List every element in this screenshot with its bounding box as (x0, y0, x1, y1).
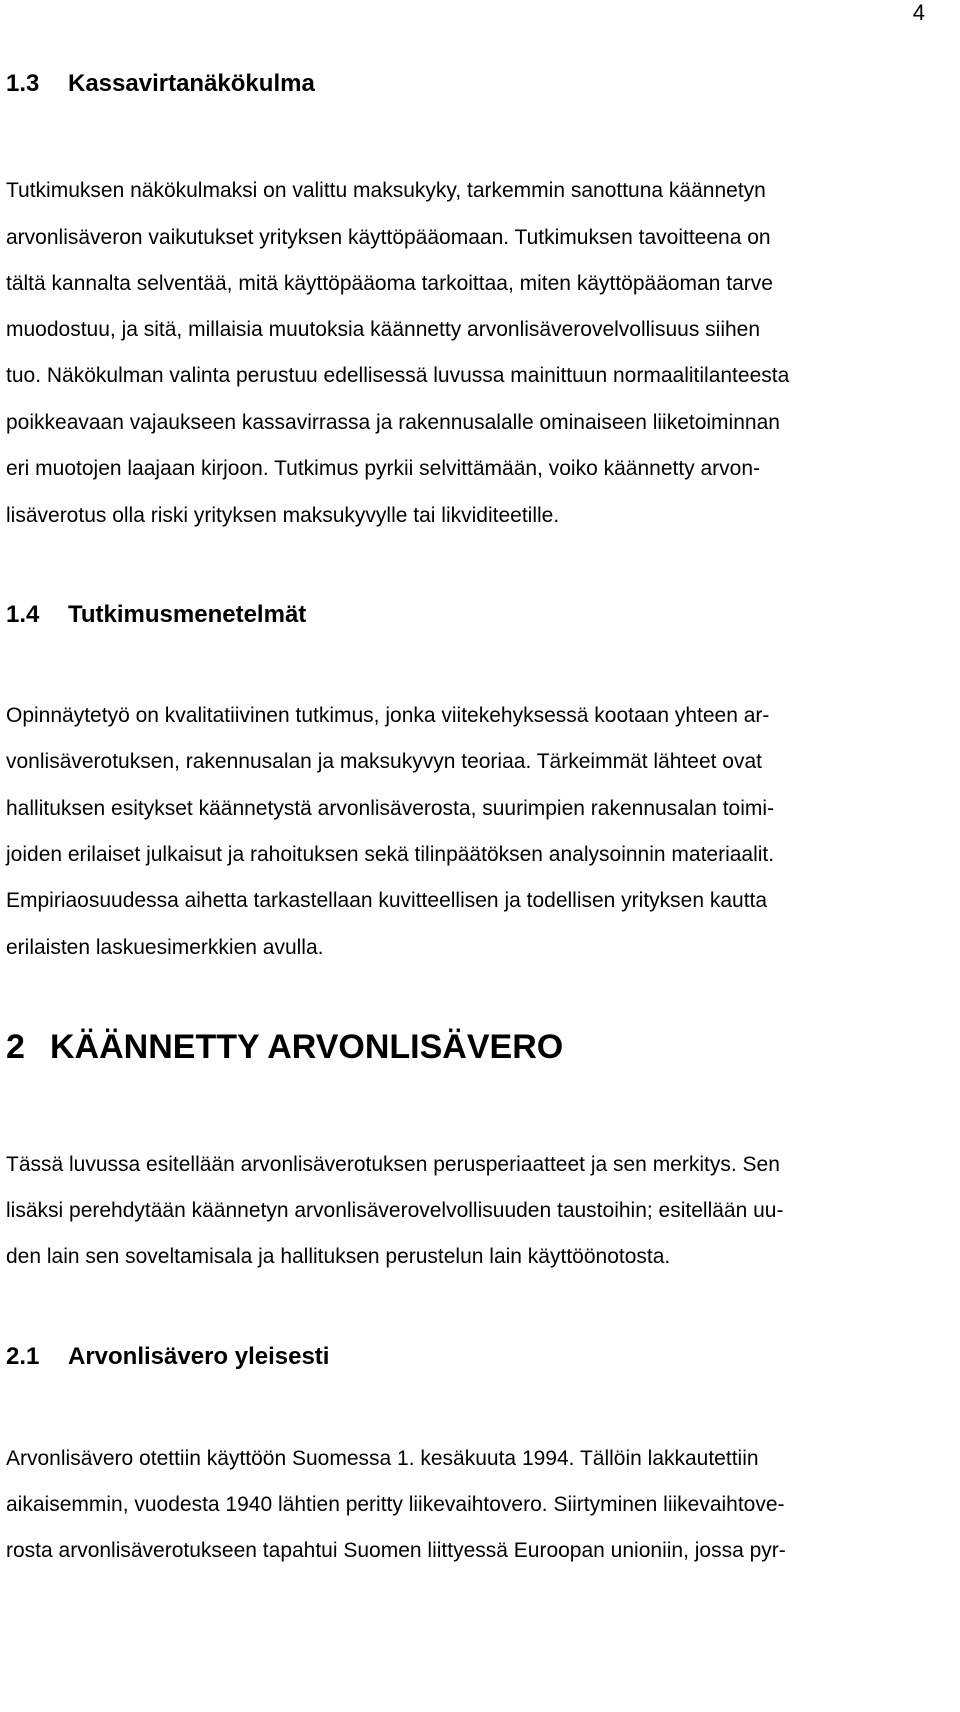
section-number: 1.4 (6, 601, 40, 628)
chapter-heading (6, 1028, 564, 1066)
body-line: erilaisten laskuesimerkkien avulla. (6, 936, 324, 959)
section-heading (6, 603, 306, 627)
chapter-title: KÄÄNNETTY ARVONLISÄVERO (50, 1028, 564, 1066)
body-line: joiden erilaiset julkaisut ja rahoituksen sekä tilinpäätöksen analysoinnin materiaalit. (6, 843, 775, 866)
section-title: Kassavirtanäkökulma (68, 70, 315, 97)
body-line: muodostuu, ja sitä, millaisia muutoksia käännetty arvonlisäverovelvollisuus siihen (6, 318, 761, 341)
body-line: lisäksi perehdytään käännetyn arvonlisäverovelvollisuuden taustoihin; esitellään uu- (6, 1199, 784, 1222)
section-title: Tutkimusmenetelmät (68, 601, 307, 628)
body-line: den lain sen soveltamisala ja hallituksen perustelun lain käyttöönotosta. (6, 1245, 671, 1268)
chapter-number: 2 (6, 1028, 25, 1066)
body-line: eri muotojen laajaan kirjoon. Tutkimus pyrkii selvittämään, voiko käännetty arvon- (6, 457, 761, 480)
body-line: hallituksen esitykset käännetystä arvonlisäverosta, suurimpien rakennusalan toimi- (6, 797, 775, 820)
body-line: poikkeavaan vajaukseen kassavirrassa ja rakennusalalle ominaiseen liiketoiminnan (6, 411, 780, 434)
body-line: vonlisäverotuksen, rakennusalan ja maksukyvyn teoriaa. Tärkeimmät lähteet ovat (6, 750, 762, 773)
section-heading (6, 72, 315, 96)
body-line: Tässä luvussa esitellään arvonlisäverotuksen perusperiaatteet ja sen merkitys. Sen (6, 1153, 780, 1176)
section-number: 1.3 (6, 70, 40, 97)
body-line: Empiriaosuudessa aihetta tarkastellaan kuvitteellisen ja todellisen yrityksen kautta (6, 889, 768, 912)
body-line: Opinnäytetyö on kvalitatiivinen tutkimus, jonka viitekehyksessä kootaan yhteen ar- (6, 704, 770, 727)
body-line: aikaisemmin, vuodesta 1940 lähtien peritty liikevaihtovero. Siirtyminen liikevaihtove- (6, 1493, 785, 1516)
body-line: Tutkimuksen näkökulmaksi on valittu maksukyky, tarkemmin sanottuna käännetyn (6, 179, 766, 202)
body-line: lisäverotus olla riski yrityksen maksukyvylle tai likviditeetille. (6, 504, 560, 527)
body-line: arvonlisäveron vaikutukset yrityksen käyttöpääomaan. Tutkimuksen tavoitteena on (6, 226, 771, 249)
section-heading (6, 1345, 329, 1369)
section-number: 2.1 (6, 1343, 40, 1370)
section-title: Arvonlisävero yleisesti (68, 1343, 330, 1370)
body-line: Arvonlisävero otettiin käyttöön Suomessa 1. kesäkuuta 1994. Tällöin lakkautettiin (6, 1447, 759, 1470)
page-number: 4 (912, 0, 925, 25)
body-line: tuo. Näkökulman valinta perustuu edellisessä luvussa mainittuun normaalitilanteesta (6, 364, 790, 387)
body-line: tältä kannalta selventää, mitä käyttöpääoma tarkoittaa, miten käyttöpääoman tarve (6, 272, 773, 295)
body-line: rosta arvonlisäverotukseen tapahtui Suomen liittyessä Euroopan unioniin, jossa pyr- (6, 1539, 786, 1562)
